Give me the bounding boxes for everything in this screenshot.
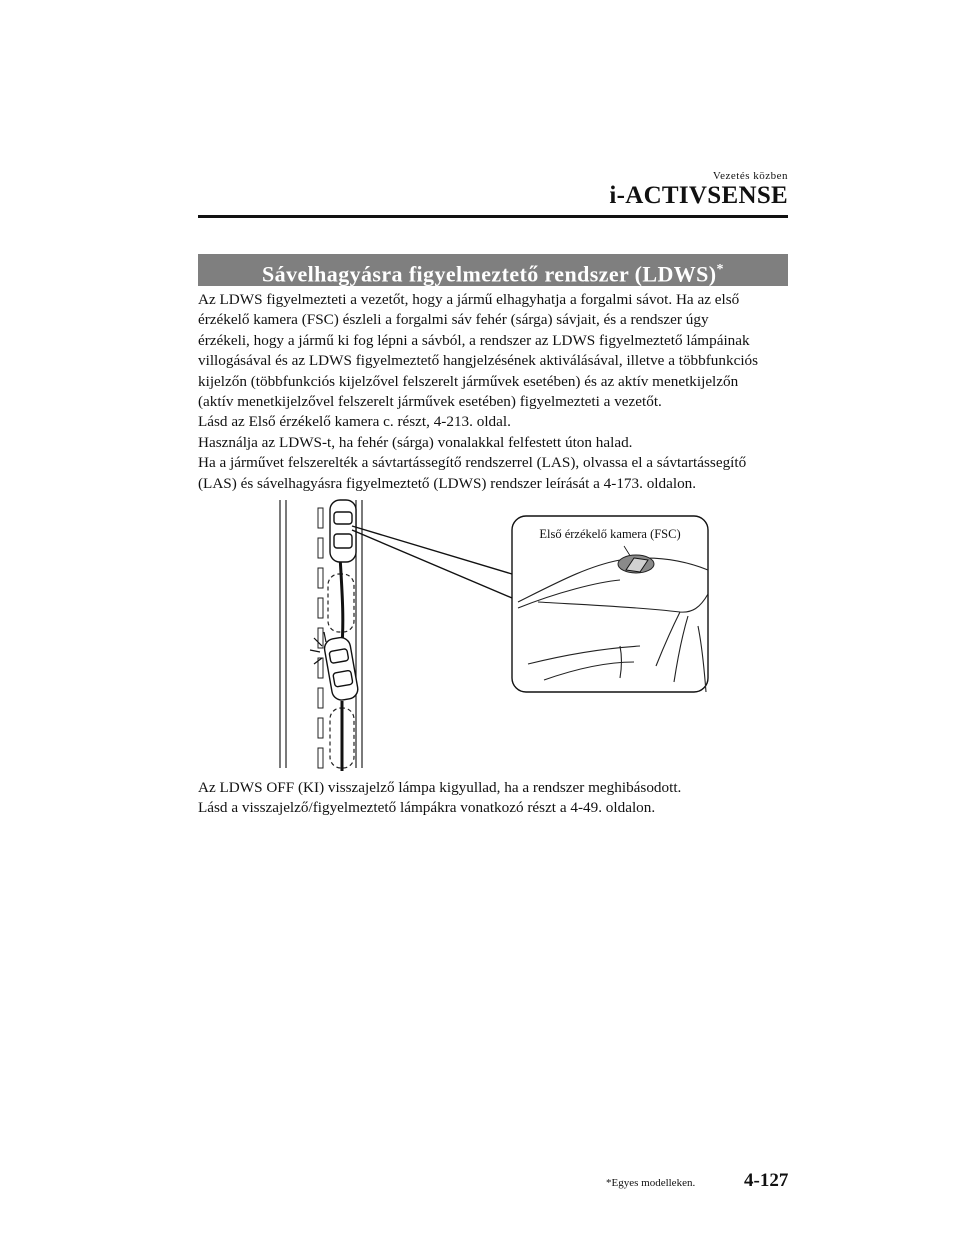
- header-rule: [198, 215, 788, 218]
- body-line: Az LDWS figyelmezteti a vezetőt, hogy a jármű elhagyhatja a forgalmi sávot. Ha az első: [198, 291, 740, 308]
- callout-beam-lower: [352, 530, 512, 598]
- ldws-illustration: [268, 496, 718, 774]
- body-line: kijelzőn (többfunkciós kijelzővel felszerelt járművek esetében) és az aktív menetkijelzőn: [198, 372, 739, 390]
- body-line: Lásd az Első érzékelő kamera c. részt, 4-213. oldal.: [198, 413, 511, 431]
- bottom-line: Lásd a visszajelző/figyelmeztető lámpákra vonatkozó részt a 4-49. oldalon.: [198, 799, 656, 817]
- page-number: 4-127: [744, 1170, 789, 1191]
- callout-label: Első érzékelő kamera (FSC): [539, 527, 681, 541]
- section-banner: [198, 254, 788, 286]
- body-text: [198, 290, 798, 494]
- body-line: érzékeli, hogy a jármű ki fog lépni a sávból, a rendszer az LDWS figyelmeztető lámpáinak: [198, 331, 750, 349]
- bottom-text: [198, 778, 798, 819]
- callout-box: [512, 516, 708, 692]
- body-line: Ha a járművet felszerelték a sávtartássegítő rendszerrel (LAS), olvassa el a sávtartássegítő: [198, 454, 747, 472]
- body-line: (aktív menetkijelzővel felszerelt járművek esetében) figyelmezteti a vezetőt.: [198, 393, 662, 411]
- chapter-title: i-ACTIVSENSE: [609, 182, 788, 209]
- callout-beam-upper: [352, 526, 512, 574]
- lane-marking-dashes: [318, 508, 323, 768]
- section-name: Vezetés közben: [712, 170, 788, 182]
- bottom-line: Az LDWS OFF (KI) visszajelző lámpa kigyullad, ha a rendszer meghibásodott.: [198, 779, 682, 796]
- car-departing: [323, 636, 359, 702]
- body-line: érzékelő kamera (FSC) észleli a forgalmi sáv fehér (sárga) sávjait, és a rendszer úgy: [198, 311, 709, 329]
- car-top: [330, 500, 356, 562]
- banner-asterisk: *: [716, 262, 724, 277]
- body-line: villogásával és az LDWS figyelmeztető hangjelzésének aktiválásával, illetve a többfunkciós: [198, 352, 759, 370]
- banner-title: Sávelhagyásra figyelmeztető rendszer (LDWS): [262, 261, 717, 287]
- footnote: *Egyes modelleken.: [606, 1177, 696, 1189]
- body-line: (LAS) és sávelhagyásra figyelmeztető (LDWS) rendszer leírását a 4-173. oldalon.: [198, 474, 697, 492]
- body-line: Használja az LDWS-t, ha fehér (sárga) vonalakkal felfestett úton halad.: [198, 433, 633, 451]
